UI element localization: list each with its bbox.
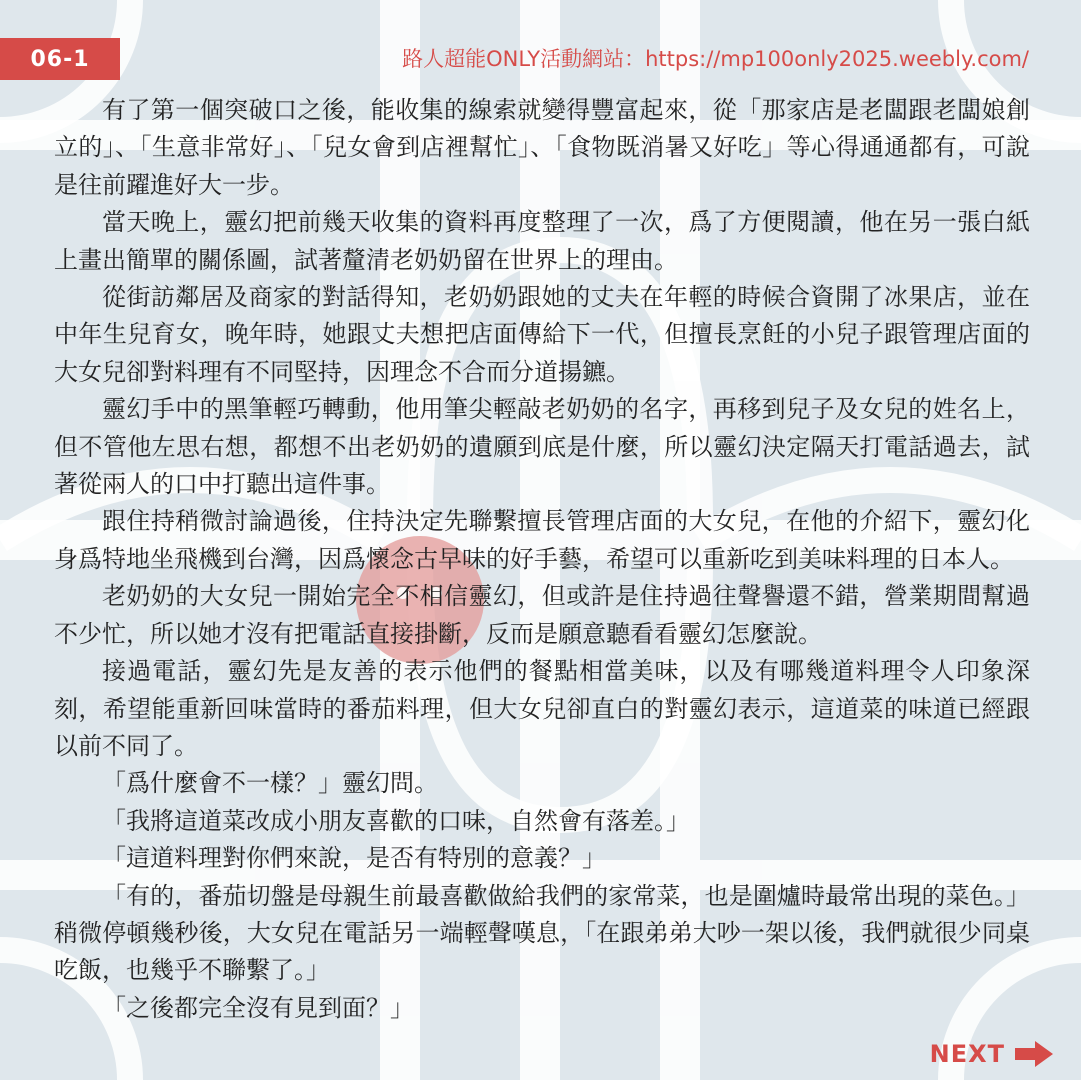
story-paragraph: 「我將這道菜改成小朋友喜歡的口味，自然會有落差。」 (102, 806, 690, 835)
story-paragraph: 有了第一個突破口之後，能收集的線索就變得豐富起來，從「那家店是老闆跟老闆娘創立的」、「生意非常好」、「兒女會到店裡幫忙」、「食物既消暑又好吃」等心得通通都有，可說是往前躍進好大一步。 (54, 96, 1030, 199)
story-paragraph: 跟住持稍微討論過後，住持決定先聯繫擅長管理店面的大女兒，在他的介紹下，靈幻化身爲特地坐飛機到台灣，因爲懷念古早味的好手藝，希望可以重新吃到美味料理的日本人。 (54, 507, 1030, 573)
story-paragraph: 從街訪鄰居及商家的對話得知，老奶奶跟她的丈夫在年輕的時候合資開了冰果店，並在中年生兒育女，晚年時，她跟丈夫想把店面傳給下一代，但擅長烹飪的小兒子跟管理店面的大女兒卻對料理有不同堅持，因理念不合而分道揚鑣。 (54, 283, 1030, 386)
next-button[interactable] (930, 1040, 1053, 1068)
story-paragraph: 「這道料理對你們來說，是否有特別的意義？」 (102, 844, 606, 873)
story-paragraph: 「之後都完全沒有見到面？」 (102, 993, 414, 1022)
page-number-tag: 06-1 (0, 38, 120, 80)
story-paragraph: 「爲什麼會不一樣？」靈幻問。 (102, 769, 438, 798)
story-text (54, 92, 1030, 1027)
story-paragraph: 接過電話，靈幻先是友善的表示他們的餐點相當美味，以及有哪幾道料理令人印象深刻，希望能重新回味當時的番茄料理，但大女兒卻直白的對靈幻表示，這道菜的味道已經跟以前不同了。 (54, 657, 1030, 760)
next-label: NEXT (929, 1040, 1005, 1068)
story-paragraph: 當天晚上，靈幻把前幾天收集的資料再度整理了一次，爲了方便閱讀，他在另一張白紙上畫出簡單的關係圖，試著釐清老奶奶留在世界上的理由。 (54, 208, 1030, 274)
event-site-link[interactable]: 路人超能ONLY活動網站：https://mp100only2025.weebly.com/ (402, 47, 1029, 71)
story-paragraph: 老奶奶的大女兒一開始完全不相信靈幻，但或許是住持過往聲譽還不錯，營業期間幫過不少忙，所以她才沒有把電話直接掛斷，反而是願意聽看看靈幻怎麼說。 (54, 582, 1030, 648)
story-paragraph: 靈幻手中的黑筆輕巧轉動，他用筆尖輕敲老奶奶的名字，再移到兒子及女兒的姓名上，但不管他左思右想，都想不出老奶奶的遺願到底是什麼，所以靈幻決定隔天打電話過去，試著從兩人的口中打聽出這件事。 (54, 395, 1030, 499)
arrow-right-icon (1015, 1041, 1053, 1067)
story-paragraph: 「有的，番茄切盤是母親生前最喜歡做給我們的家常菜，也是圍爐時最常出現的菜色。」稍微停頓幾秒後，大女兒在電話另一端輕聲嘆息，「在跟弟弟大吵一架以後，我們就很少同桌吃飯，也幾乎不聯繫了。」 (54, 881, 1030, 985)
